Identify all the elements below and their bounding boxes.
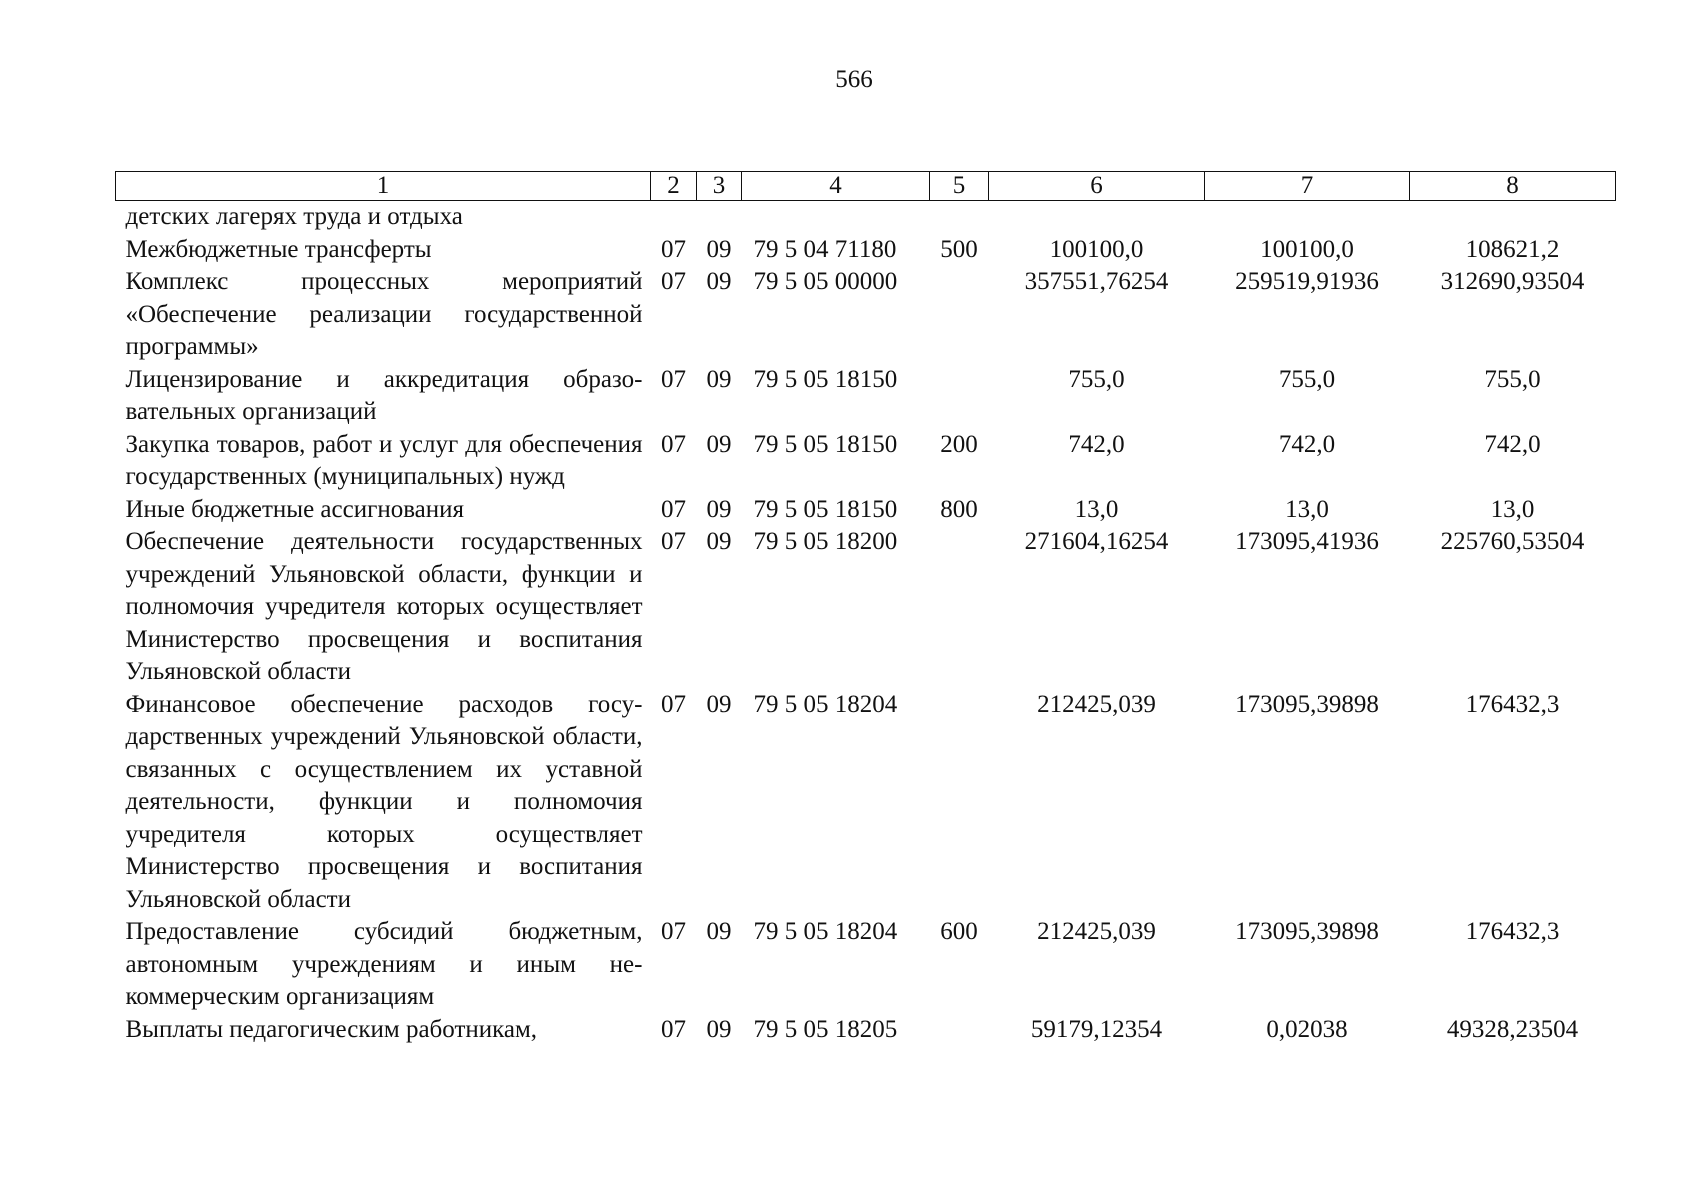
row-amount-col-6: 357551,76254 bbox=[1024, 268, 1169, 295]
row-amount-col-7: 100100,0 bbox=[1260, 235, 1354, 263]
row-name: детских лагерях труда и отдыха bbox=[125, 203, 463, 230]
row-name: Комплекс процессных мероприятий «Обеспечение реализации государственной программы» bbox=[125, 268, 643, 360]
row-subsection-code: 09 bbox=[706, 365, 732, 393]
table-row bbox=[116, 234, 1616, 267]
header-col-3: 3 bbox=[697, 172, 742, 201]
row-name: Иные бюджетные ассигнования bbox=[125, 495, 465, 523]
budget-table bbox=[115, 171, 1616, 1046]
row-amount-col-7: 173095,41936 bbox=[1235, 528, 1379, 555]
row-amount-col-8: 176432,3 bbox=[1465, 690, 1560, 718]
row-name: Закупка товаров, работ и услуг для обеспечения государственных (муниципальных) нужд bbox=[125, 430, 643, 490]
row-amount-col-6: 100100,0 bbox=[1049, 235, 1144, 263]
header-col-5: 5 bbox=[930, 172, 989, 201]
table-row bbox=[116, 526, 1616, 689]
row-expense-type: 800 bbox=[940, 495, 978, 523]
table-row bbox=[116, 429, 1616, 494]
table-row bbox=[116, 689, 1616, 917]
row-amount-col-6: 59179,12354 bbox=[1030, 1015, 1163, 1043]
row-section-code: 07 bbox=[661, 495, 686, 523]
row-amount-col-7: 742,0 bbox=[1278, 430, 1336, 458]
table-row bbox=[116, 266, 1616, 364]
row-amount-col-7: 173095,39898 bbox=[1235, 690, 1379, 718]
row-section-code: 07 bbox=[661, 690, 686, 718]
row-target-article: 79 5 05 18204 bbox=[753, 918, 898, 945]
row-subsection-code bbox=[697, 201, 742, 234]
row-name: Обеспечение деятельности государственных учреждений Ульяновской области, функции и полномочия учредителя которых осуществляет Министерство просвещения и воспитания Ульяновской области bbox=[125, 528, 643, 685]
header-col-7: 7 bbox=[1205, 172, 1410, 201]
row-subsection-code: 09 bbox=[706, 495, 732, 523]
row-expense-type bbox=[930, 526, 989, 689]
row-expense-type bbox=[930, 1014, 989, 1047]
row-target-article: 79 5 05 00000 bbox=[753, 268, 898, 295]
row-amount-col-7 bbox=[1205, 201, 1410, 234]
row-amount-col-7: 173095,39898 bbox=[1235, 918, 1379, 945]
row-amount-col-6: 212425,039 bbox=[1037, 690, 1156, 718]
row-section-code: 07 bbox=[661, 1015, 686, 1043]
row-target-article: 79 5 05 18200 bbox=[753, 528, 898, 555]
row-amount-col-6: 755,0 bbox=[1068, 365, 1125, 393]
row-section-code: 07 bbox=[661, 528, 686, 555]
row-amount-col-6 bbox=[989, 201, 1205, 234]
row-amount-col-7: 259519,91936 bbox=[1235, 268, 1379, 295]
header-col-1: 1 bbox=[116, 172, 651, 201]
row-amount-col-7: 755,0 bbox=[1278, 365, 1336, 393]
row-amount-col-6: 742,0 bbox=[1068, 430, 1125, 458]
row-section-code: 07 bbox=[661, 365, 686, 393]
row-amount-col-6: 13,0 bbox=[1074, 495, 1119, 523]
row-subsection-code: 09 bbox=[706, 528, 732, 555]
row-amount-col-7: 13,0 bbox=[1285, 495, 1329, 523]
row-subsection-code: 09 bbox=[706, 918, 732, 945]
row-target-article: 79 5 05 18205 bbox=[753, 1015, 898, 1043]
row-amount-col-6: 271604,16254 bbox=[1024, 528, 1169, 555]
row-expense-type bbox=[930, 201, 989, 234]
row-name: Выплаты педагогическим работникам, bbox=[125, 1015, 538, 1043]
row-section-code: 07 bbox=[661, 918, 686, 945]
row-target-article: 79 5 05 18204 bbox=[753, 690, 898, 718]
row-section-code: 07 bbox=[661, 268, 686, 295]
row-expense-type bbox=[930, 689, 989, 917]
row-amount-col-8: 108621,2 bbox=[1465, 235, 1560, 263]
header-col-8: 8 bbox=[1410, 172, 1616, 201]
row-expense-type: 600 bbox=[940, 918, 978, 945]
row-amount-col-7: 0,02038 bbox=[1266, 1015, 1348, 1043]
row-amount-col-6: 212425,039 bbox=[1037, 918, 1156, 945]
row-expense-type: 200 bbox=[940, 430, 978, 458]
row-expense-type bbox=[930, 266, 989, 364]
table-row bbox=[116, 494, 1616, 527]
row-target-article: 79 5 04 71180 bbox=[753, 235, 897, 263]
row-subsection-code: 09 bbox=[706, 235, 732, 263]
row-subsection-code: 09 bbox=[706, 430, 732, 458]
row-name: Лицензирование и аккредитация образовательных организаций bbox=[125, 365, 643, 425]
row-amount-col-8: 49328,23504 bbox=[1446, 1015, 1579, 1043]
row-expense-type: 500 bbox=[940, 235, 978, 263]
row-section-code: 07 bbox=[661, 235, 686, 263]
table-row bbox=[116, 1014, 1616, 1047]
row-subsection-code: 09 bbox=[706, 1015, 732, 1043]
row-section-code bbox=[651, 201, 697, 234]
page-number: 566 bbox=[835, 66, 873, 93]
header-col-2: 2 bbox=[651, 172, 697, 201]
row-amount-col-8: 755,0 bbox=[1484, 365, 1541, 393]
row-name: Межбюджетные трансферты bbox=[125, 235, 432, 263]
table-row bbox=[116, 364, 1616, 429]
table-body bbox=[116, 201, 1616, 1047]
row-name: Финансовое обеспечение расходов государственных учреждений Ульяновской области, связанных с осуществлением их уставной деятельности, функции и полномочия учредителя которых осуществляет Министерство просвещения и воспитания Ульяновской области bbox=[125, 690, 643, 913]
row-target-article: 79 5 05 18150 bbox=[753, 430, 898, 458]
row-amount-col-8: 225760,53504 bbox=[1440, 528, 1585, 555]
row-amount-col-8: 176432,3 bbox=[1465, 918, 1560, 945]
row-subsection-code: 09 bbox=[706, 268, 732, 295]
row-amount-col-8 bbox=[1410, 201, 1616, 234]
row-amount-col-8: 312690,93504 bbox=[1440, 268, 1585, 295]
row-target-article: 79 5 05 18150 bbox=[753, 495, 898, 523]
header-row bbox=[116, 172, 1616, 201]
row-amount-col-8: 742,0 bbox=[1484, 430, 1541, 458]
row-name: Предоставление субсидий бюджетным, автономным учреждениям и иным некоммерческим организациям bbox=[125, 918, 643, 1010]
row-section-code: 07 bbox=[661, 430, 686, 458]
row-expense-type bbox=[930, 364, 989, 429]
table-row bbox=[116, 201, 1616, 234]
header-col-6: 6 bbox=[989, 172, 1205, 201]
table-header bbox=[116, 172, 1616, 201]
row-amount-col-8: 13,0 bbox=[1490, 495, 1535, 523]
row-subsection-code: 09 bbox=[706, 690, 732, 718]
row-target-article: 79 5 05 18150 bbox=[753, 365, 898, 393]
table-row bbox=[116, 916, 1616, 1014]
header-col-4: 4 bbox=[742, 172, 930, 201]
row-target-article bbox=[742, 201, 930, 234]
